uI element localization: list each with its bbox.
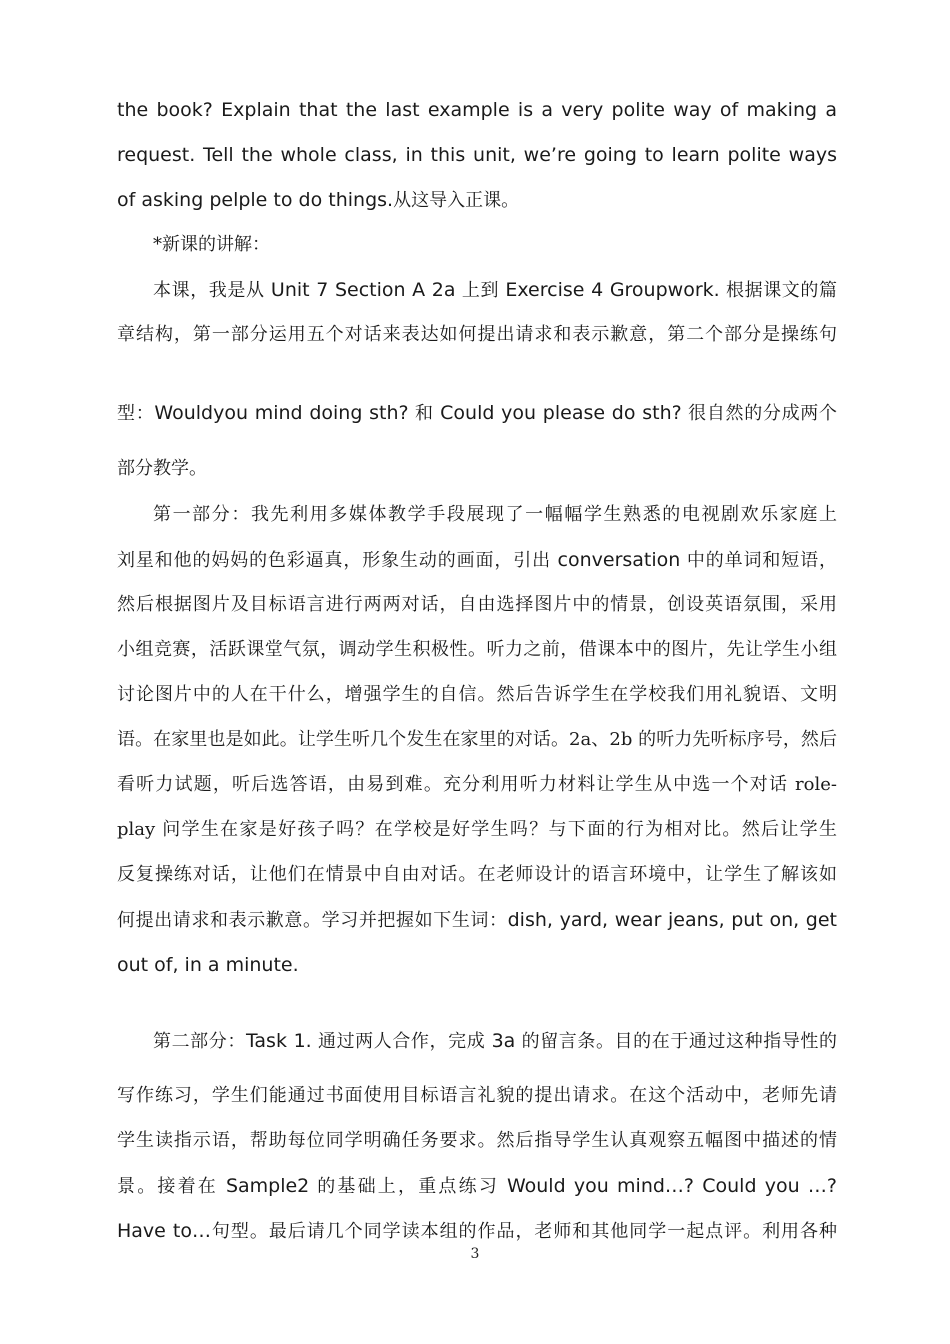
intro-line-3: of asking pelple to do things.从这导入正课。 [117,189,520,211]
part2-line-3: 学生读指示语，帮助每位同学明确任务要求。然后指导学生认真观察五幅图中描述的情 [117,1130,837,1151]
page-number: 3 [470,1246,480,1262]
part2-line-2: 写作练习，学生们能通过书面使用目标语言礼貌的提出请求。在这个活动中，老师先请 [117,1085,837,1106]
part1-line-4: 小组竞赛，活跃课堂气氛，调动学生积极性。听力之前，借课本中的图片，先让学生小组 [117,639,837,660]
overview-line-2: 章结构，第一部分运用五个对话来表达如何提出请求和表示歉意，第二个部分是操练句 [117,324,837,345]
new-lesson-heading: *新课的讲解： [153,234,270,255]
part1-line-7: 看听力试题，听后选答语，由易到难。充分利用听力材料让学生从中选一个对话 role- [117,774,837,795]
part1-line-3: 然后根据图片及目标语言进行两两对话，自由选择图片中的情景，创设英语氛围，采用 [117,594,837,615]
overview-line-4: 部分教学。 [117,458,207,479]
intro-line-1: the book? Explain that the last example is a very polite way of making a [117,99,837,121]
part1-line-2: 刘星和他的妈妈的色彩逼真，形象生动的画面，引出 conversation 中的单词和短语， [117,549,837,571]
part1-line-11: out of, in a minute. [117,954,299,976]
part1-line-5: 讨论图片中的人在干什么，增强学生的自信。然后告诉学生在学校我们用礼貌语、文明 [117,684,837,705]
overview-line-1: 本课，我是从 Unit 7 Section A 2a 上到 Exercise 4 Groupwork. 根据课文的篇 [153,279,837,301]
part1-line-10: 何提出请求和表示歉意。学习并把握如下生词：dish, yard, wear jeans, put on, get [117,909,837,931]
part2-line-4: 景。接着在 Sample2 的基础上，重点练习 Would you mind…? Could you …? [117,1175,837,1197]
part2-line-1: 第二部分：Task 1. 通过两人合作，完成 3a 的留言条。目的在于通过这种指导性的 [153,1030,837,1052]
part1-line-6: 语。在家里也是如此。让学生听几个发生在家里的对话。2a、2b 的听力先听标序号，然后 [117,729,837,750]
part1-line-9: 反复操练对话，让他们在情景中自由对话。在老师设计的语言环境中，让学生了解该如 [117,864,837,885]
part2-line-5: Have to…句型。最后请几个同学读本组的作品，老师和其他同学一起点评。利用各种 [117,1220,837,1242]
overview-line-3: 型：Wouldyou mind doing sth? 和 Could you please do sth? 很自然的分成两个 [117,402,837,424]
intro-line-2: request. Tell the whole class, in this unit, we’re going to learn polite ways [117,144,837,166]
part1-line-1: 第一部分：我先利用多媒体教学手段展现了一幅幅学生熟悉的电视剧欢乐家庭上 [153,504,837,525]
part1-line-8: play 问学生在家是好孩子吗？在学校是好学生吗？与下面的行为相对比。然后让学生 [117,819,837,840]
